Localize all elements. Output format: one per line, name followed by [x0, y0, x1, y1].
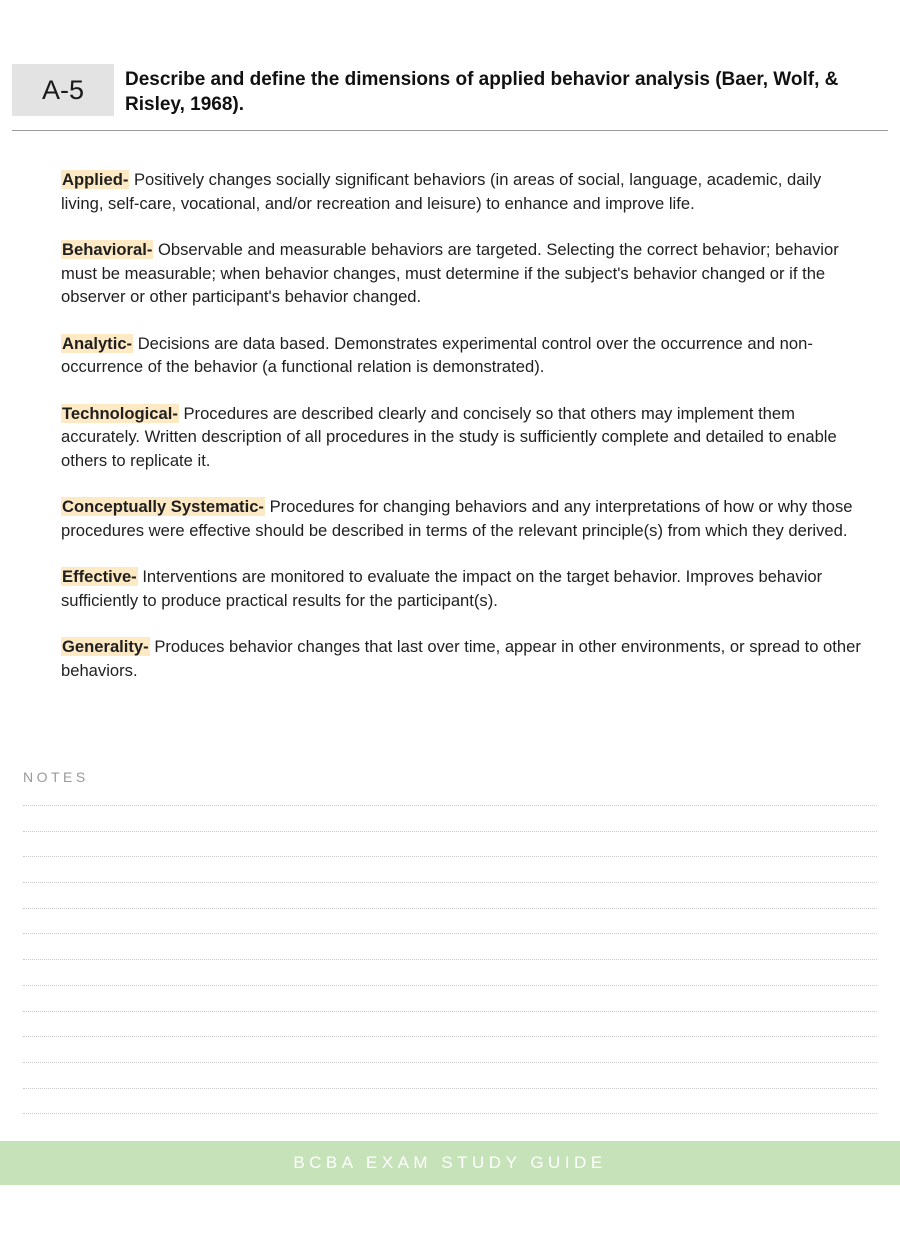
dimension-generality [61, 635, 861, 682]
note-line [23, 1011, 877, 1012]
dimension-term: Applied- [62, 170, 129, 189]
dimension-term: Conceptually Systematic- [62, 497, 264, 516]
dimension-term: Technological- [62, 403, 178, 423]
notes-lines [23, 805, 877, 1139]
dimension-term: Behavioral- [62, 240, 153, 259]
footer-band [0, 1141, 900, 1185]
note-line [23, 1062, 877, 1063]
dimension-term: Effective- [62, 567, 137, 586]
note-line [23, 1088, 877, 1089]
note-line [23, 856, 877, 857]
dimension-applied [61, 168, 861, 215]
note-line [23, 933, 877, 934]
dimension-definition: Procedures for changing behaviors and any interpretations of how or why those procedures were effective should be described in terms of the relevant principle(s) from which they derived. [61, 497, 853, 540]
note-line [23, 831, 877, 832]
note-line [23, 882, 877, 883]
page-title: Describe and define the dimensions of applied behavior analysis (Baer, Wolf, & Risley, 1968). [125, 69, 839, 115]
dimension-term: Generality- [62, 637, 149, 656]
dimension-definition: Positively changes socially significant behaviors (in areas of social, language, academic, daily living, self-care, vocational, and/or recreation and leisure) to enhance and improve life. [61, 170, 822, 213]
dimension-effective [61, 565, 861, 612]
dimension-definition: Decisions are data based. Demonstrates experimental control over the occurrence and non-occurrence of the behavior (a functional relation is demonstrated). [61, 333, 813, 376]
dimension-technological [61, 402, 861, 473]
notes-label: NOTES [23, 769, 89, 785]
note-line [23, 1113, 877, 1114]
dimension-analytic [61, 332, 861, 379]
dimension-definition: Produces behavior changes that last over time, appear in other environments, or spread to other behaviors. [61, 637, 861, 680]
note-line [23, 985, 877, 986]
dimension-conceptually-systematic [61, 495, 861, 542]
note-line [23, 1036, 877, 1037]
dimension-definition: Interventions are monitored to evaluate the impact on the target behavior. Improves behavior sufficiently to produce practical results for the participant(s). [61, 567, 823, 610]
dimension-term: Analytic- [62, 333, 133, 353]
footer-text: BCBA EXAM STUDY GUIDE [293, 1153, 607, 1172]
page-header [12, 64, 888, 131]
note-line [23, 908, 877, 909]
section-code: A-5 [12, 64, 114, 116]
dimensions-list [61, 168, 861, 705]
dimension-behavioral [61, 238, 861, 309]
note-line [23, 805, 877, 806]
dimension-definition: Observable and measurable behaviors are targeted. Selecting the correct behavior; behavior must be measurable; when behavior changes, must determine if the subject's behavior changed or if the observer or other participant's behavior changed. [61, 240, 839, 306]
note-line [23, 959, 877, 960]
dimension-definition: Procedures are described clearly and concisely so that others may implement them accurately. Written description of all procedures in the study is sufficiently complete and detailed to enable others to replicate it. [61, 403, 837, 470]
